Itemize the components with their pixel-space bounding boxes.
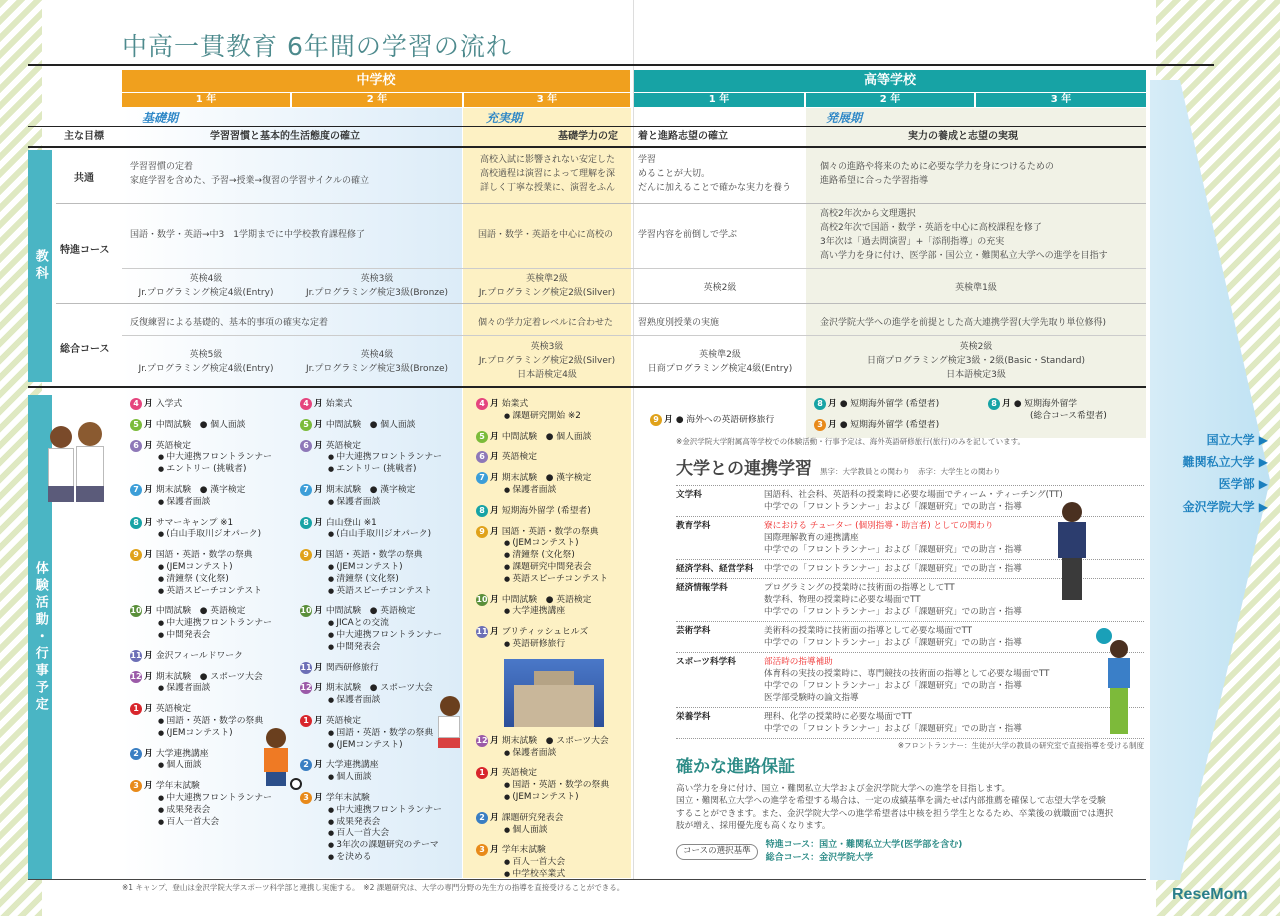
students-illustration xyxy=(42,420,112,530)
event-item: ● 国語・英語・数学の祭典 xyxy=(158,716,290,728)
row-divider xyxy=(56,303,1146,304)
month-badge: 3 xyxy=(476,844,488,856)
special-hs23: 高校2年次から文理選択 高校2年次で国語・数学・英語を中心に高校課程を修了 3年次は「過去問演習」+「添削指導」の充実 高い学力を身に付け、医学部・国公立・難関私立大学への進学を目指す xyxy=(820,209,1108,261)
month-badge: 3 xyxy=(814,419,826,431)
girl-running-illustration xyxy=(432,696,468,766)
event-item: 中間試験 ● 英語検定 xyxy=(155,606,246,617)
event-item: 中間試験 ● 個人面談 xyxy=(325,419,416,430)
destination-private: 難関私立大学 ▶ xyxy=(1182,455,1268,470)
event-item: ● (JEMコンテスト) xyxy=(504,792,630,804)
month-badge: 4 xyxy=(130,398,142,410)
event-item: 短期海外留学 (希望者) xyxy=(850,419,940,430)
general-qual-jh1: 英検5級 Jr.プログラミング検定4級(Entry) xyxy=(138,350,274,374)
events-jh3: 4 月 始業式 ● 課題研究開始 ※2 5 月 中間試験 ● 個人面談 6 月 英語検定 7 月 期末試験 ● 漢字検定 ● 保護者面談 8 月 短期海外留学 (希望者) 9 月 国語・英語・数学の祭典 ● (JEMコンテスト) ● 清鐘祭 (文化祭) ● 課題研究中間発表会 ● 英語スピーチコンテスト 10 月 中間試験 ● 英語検定 ● 大学連携講座 11 月 ブリティッシュヒルズ ● 英語研修旅行 12 月 期末試験 ● スポーツ大会 ● 保護者面談 1 月 英語検定 ● 国語・英語・数学の祭典 ● (JEMコンテスト) 2 月 課題研究発表会 ● 個人面談 3 月 学年末試験 ● 百人一首大会 ● 中学校卒業式 xyxy=(476,398,630,889)
common-hs23: 個々の進路や将来のために必要な学力を身につけるための 進路希望に合った学習指導 xyxy=(820,162,1054,186)
phase-enrich: 充実期 xyxy=(486,111,523,125)
general-qual-hs1: 英検準2級 日商プログラミング検定4級(Entry) xyxy=(647,350,793,374)
career-guarantee xyxy=(676,756,1146,865)
month-badge: 9 xyxy=(130,549,142,561)
event-item: ● 中大連携フロントランナー xyxy=(328,452,460,464)
event-item: 大学連携講座 xyxy=(325,760,379,771)
event-item: ● 中大連携フロントランナー xyxy=(158,793,290,805)
year-hs1: 1 年 xyxy=(634,93,804,107)
event-item: ● 個人面談 xyxy=(328,772,460,784)
event-item: ● 保護者面談 xyxy=(158,683,290,695)
special-qual-hs1: 英検2級 xyxy=(703,283,737,293)
events-jh1: 4 月 入学式 5 月 中間試験 ● 個人面談 6 月 英語検定 ● 中大連携フロントランナー ● エントリー (挑戦者) 7 月 期末試験 ● 漢字検定 ● 保護者面談 8 月 サマーキャンプ ※1 ● (白山手取川ジオパーク) 9 月 国語・英語・数学の祭典 ● (JEMコンテスト) ● 清鐘祭 (文化祭) ● 英語スピーチコンテスト 10 月 中間試験 ● 英語検定 ● 中大連携フロントランナー ● 中間発表会 11 月 金沢フィールドワーク 12 月 期末試験 ● スポーツ大会 ● 保護者面談 1 月 英語検定 ● 国語・英語・数学の祭典 ● (JEMコンテスト) 2 月 大学連携講座 ● 個人面談 3 月 学年末試験 ● 中大連携フロントランナー ● 成果発表会 ● 百人一首大会 xyxy=(130,398,290,836)
event-item: 中間試験 ● 英語検定 xyxy=(325,606,416,617)
event-item: ● 中大連携フロントランナー xyxy=(328,805,460,817)
event-item: 英語検定 xyxy=(325,440,362,451)
month-badge: 8 xyxy=(300,517,312,529)
month-badge: 6 xyxy=(300,440,312,452)
goal-4: 実力の養成と志望の実現 xyxy=(908,131,1018,142)
year-hs2: 2 年 xyxy=(806,93,974,107)
event-item: 期末試験 ● 漢字検定 xyxy=(325,484,416,495)
title-rule xyxy=(28,64,1214,66)
event-item: ● 中間発表会 xyxy=(328,642,460,654)
event-item: ● (JEMコンテスト) xyxy=(504,538,630,550)
month-badge: 12 xyxy=(130,671,142,681)
common-hs1: 学習 めることが大切。 だんに加えることで確かな実力を養う xyxy=(638,155,792,193)
month-badge: 1 xyxy=(300,715,312,727)
event-item: ● 個人面談 xyxy=(158,760,290,772)
event-item: ● 清鐘祭 (文化祭) xyxy=(328,574,460,586)
event-item: ● 大学連携講座 xyxy=(504,606,630,618)
event-item: 短期海外留学 (希望者) xyxy=(850,399,940,409)
month-badge: 12 xyxy=(476,735,488,745)
events-jh2: 4 月 始業式 5 月 中間試験 ● 個人面談 6 月 英語検定 ● 中大連携フロントランナー ● エントリー (挑戦者) 7 月 期末試験 ● 漢字検定 ● 保護者面談 8 月 白山登山 ※1 ● (白山手取川ジオパーク) 9 月 国語・英語・数学の祭典 ● (JEMコンテスト) ● 清鐘祭 (文化祭) ● 英語スピーチコンテスト 10 月 中間試験 ● 英語検定 ● JICAとの交流 ● 中大連携フロントランナー ● 中間発表会 11 月 関西研修旅行 12 月 期末試験 ● スポーツ大会 ● 保護者面談 1 月 英語検定 ● 国語・英語・数学の祭典 ● (JEMコンテスト) 2 月 大学連携講座 ● 個人面談 3 月 学年末試験 ● 中大連携フロントランナー ● 成果発表会 ● 百人一首大会 ● 3年次の課題研究のテーマ ● を決める xyxy=(300,398,460,872)
event-item: ● エントリー (挑戦者) xyxy=(158,464,290,476)
event-item: ● 百人一首大会 xyxy=(504,857,630,869)
coop-row: 経済学科、経営学科 中学での「フロントランナー」および「課題研究」での助言・指導 xyxy=(676,559,1144,578)
event-item: ● 英語研修旅行 xyxy=(504,639,630,651)
event-item: ● 保護者面談 xyxy=(504,485,630,497)
goal-1: 学習習慣と基本的生活態度の確立 xyxy=(210,131,360,142)
month-badge: 6 xyxy=(130,440,142,452)
year-jh2: 2 年 xyxy=(292,93,462,107)
event-item: 期末試験 ● 漢字検定 xyxy=(155,484,246,495)
event-item: ● 英語スピーチコンテスト xyxy=(328,586,460,598)
resemom-logo: ReseMom xyxy=(1172,886,1248,903)
row-divider xyxy=(122,268,1146,269)
coop-title: 大学との連携学習 xyxy=(676,459,812,479)
general-jh12: 反復練習による基礎的、基本的事項の確実な定着 xyxy=(130,318,329,328)
month-badge: 2 xyxy=(476,812,488,824)
special-jh12: 国語・数学・英語→中3 1学期までに中学校教育課程修了 xyxy=(130,230,365,240)
goal-rule-bottom xyxy=(28,146,1146,148)
year-jh1: 1 年 xyxy=(122,93,290,107)
event-item: ● 成果発表会 xyxy=(158,805,290,817)
hs-event-note: ※金沢学院大学附属高等学校での体験活動・行事予定は、海外英語研修旅行(旅行)のみを記しています。 xyxy=(676,437,1026,446)
month-badge: 8 xyxy=(130,517,142,529)
event-hs2: 8 月 ● 短期海外留学 (希望者) 3 月 ● 短期海外留学 (希望者) xyxy=(814,398,939,432)
row-general: 総合コース xyxy=(60,344,110,355)
section-rule xyxy=(28,386,1146,388)
month-badge: 8 xyxy=(814,398,826,410)
event-item: ブリティッシュヒルズ xyxy=(501,627,589,638)
event-item: ● (JEMコンテスト) xyxy=(158,728,290,740)
event-item: 学年末試験 xyxy=(501,845,546,856)
event-item: ● 百人一首大会 xyxy=(328,828,460,840)
coop-row: 教育学科 寮における チューター (個別指導・助言者) としての関わり 国際理解教育の連携講座 中学での「フロントランナー」および「課題研究」での助言・指導 xyxy=(676,516,1144,559)
guarantee-text: 高い学力を身に付け、国立・難関私立大学および金沢学院大学への進学を目指します。 国立・難関私立大学への進学を希望する場合は、一定の成績基準を満たせば内部推薦を確保して志望大学を受験 することができます。また、金沢学院大学への進学希望者は中核を担う学生となるため、卒業後の就職面では選択 肢が増え、採用優先度も高くなります。 xyxy=(676,783,1114,832)
row-divider xyxy=(56,203,1146,204)
special-jh3: 国語・数学・英語を中心に高校の xyxy=(478,230,614,240)
event-item: ● エントリー (挑戦者) xyxy=(328,464,460,476)
event-hs1: 9 月 ● 海外への英語研修旅行 xyxy=(650,414,774,427)
event-item: ● 国語・英語・数学の祭典 xyxy=(504,780,630,792)
common-jh3: 高校入試に影響されない安定した 高校過程は演習によって理解を深 詳しく丁寧な授業に、演習をふん xyxy=(480,155,616,193)
general-qual-hs23: 英検2級 日商プログラミング検定3級・2級(Basic・Standard) 日本語検定3級 xyxy=(866,342,1086,380)
month-badge: 8 xyxy=(988,398,1000,410)
month-badge: 4 xyxy=(476,398,488,410)
goal-rule-top xyxy=(28,126,1146,127)
month-badge: 11 xyxy=(300,662,312,672)
month-badge: 2 xyxy=(300,759,312,771)
event-item: ● 保護者面談 xyxy=(158,497,290,509)
month-badge: 1 xyxy=(476,767,488,779)
month-badge: 10 xyxy=(476,594,488,604)
event-item: ● 保護者面談 xyxy=(504,748,630,760)
destination-kanazawa: 金沢学院大学 ▶ xyxy=(1182,499,1268,514)
teacher-illustration xyxy=(1040,502,1110,602)
special-qual-jh1: 英検4級 Jr.プログラミング検定4級(Entry) xyxy=(138,274,274,298)
special-hs1: 学習内容を前倒しで学ぶ xyxy=(638,230,738,240)
event-item: 課題研究発表会 xyxy=(501,812,564,823)
event-item: 期末試験 ● スポーツ大会 xyxy=(155,671,263,682)
month-badge: 3 xyxy=(130,780,142,792)
special-qual-jh3: 英検準2級 Jr.プログラミング検定2級(Silver) xyxy=(478,274,616,298)
event-item: ● 清鐘祭 (文化祭) xyxy=(504,550,630,562)
month-badge: 2 xyxy=(130,748,142,760)
guarantee-title: 確かな進路保証 xyxy=(676,757,795,777)
event-item: ● 成果発表会 xyxy=(328,817,460,829)
event-item: ● を決める xyxy=(328,852,460,864)
month-badge: 10 xyxy=(130,606,142,616)
event-item: 学年末試験 xyxy=(155,781,200,792)
month-badge: 1 xyxy=(130,703,142,715)
event-item: ● 保護者面談 xyxy=(328,497,460,509)
criteria-general: 総合コース：金沢学院大学 xyxy=(765,852,874,863)
event-item: 中間試験 ● 個人面談 xyxy=(501,431,592,442)
event-item: ● 3年次の課題研究のテーマ xyxy=(328,840,460,852)
event-item: 始業式 xyxy=(501,399,529,409)
hs-y23-background xyxy=(806,108,1146,438)
month-badge: 7 xyxy=(130,484,142,496)
row-special: 特進コース xyxy=(60,245,110,256)
month-badge: 5 xyxy=(300,419,312,431)
month-badge: 8 xyxy=(476,505,488,517)
goal-label: 主な目標 xyxy=(64,131,104,142)
event-item: 中間試験 ● 個人面談 xyxy=(155,419,246,430)
event-item: 英語検定 xyxy=(501,452,538,463)
month-badge: 11 xyxy=(476,627,488,637)
event-item: 関西研修旅行 xyxy=(325,662,379,673)
event-item: ● (JEMコンテスト) xyxy=(328,562,460,574)
event-item: ● 百人一首大会 xyxy=(158,817,290,829)
event-item: ● 英語スピーチコンテスト xyxy=(504,574,630,586)
coop-row: 文学科 国語科、社会科、英語科の授業時に必要な場面でティーム・ティーチング(TT) 中学での「フロントランナー」および「課題研究」での助言・指導 xyxy=(676,485,1144,516)
phase-basic: 基礎期 xyxy=(142,111,179,125)
event-item: 始業式 xyxy=(325,399,353,409)
event-item: ● (白山手取川ジオパーク) xyxy=(328,529,460,541)
month-badge: 10 xyxy=(300,606,312,616)
page-title: 中高一貫教育 6年間の学習の流れ xyxy=(122,32,512,61)
month-badge: 12 xyxy=(300,683,312,693)
year-hs3: 3 年 xyxy=(976,93,1146,107)
general-qual-jh3: 英検3級 Jr.プログラミング検定2級(Silver) 日本語検定4級 xyxy=(478,342,616,380)
event-month-block: 4 月 入学式 xyxy=(130,398,290,411)
month-badge: 4 xyxy=(300,398,312,410)
footer-rule xyxy=(28,879,1146,880)
coop-row: 栄養学科 理科、化学の授業時に必要な場面でTT 中学での「フロントランナー」および「課題研究」での助言・指導 xyxy=(676,707,1144,739)
event-item: 学年末試験 xyxy=(325,792,370,803)
destination-national: 国立大学 ▶ xyxy=(1206,433,1268,447)
event-item: 期末試験 ● スポーツ大会 xyxy=(325,683,433,694)
event-item: ● 課題研究開始 ※2 xyxy=(504,411,630,423)
goal-3: 着と進路志望の確立 xyxy=(638,131,728,142)
row-divider xyxy=(122,335,1146,336)
coop-row: スポーツ科学科 部活時の指導補助 体育科の実技の授業時に、専門競技の技術面の指導として必要な場面でTT 中学での「フロントランナー」および「課題研究」での助言・指導 医学部受験時の論文指導 xyxy=(676,652,1144,707)
event-item: 短期海外留学 (希望者) xyxy=(501,505,591,516)
goal-2: 基礎学力の定 xyxy=(558,131,618,142)
event-item: 期末試験 ● 漢字検定 xyxy=(501,473,592,484)
coop-note: ※フロントランナー：生徒が大学の教員の研究室で直接指導を受ける制度 xyxy=(897,740,1144,750)
month-badge: 6 xyxy=(476,451,488,463)
destinations xyxy=(1158,432,1268,515)
year-jh3: 3 年 xyxy=(464,93,630,107)
event-item: 国語・英語・数学の祭典 xyxy=(325,550,423,561)
coop-legend-black: 黒字：大学教員との関わり xyxy=(820,467,910,476)
coop-row: 芸術学科 美術科の授業時に技術面の指導として必要な場面でTT 中学での「フロントランナー」および「課題研究」での助言・指導 xyxy=(676,621,1144,652)
general-hs23: 金沢学院大学への進学を前提とした高大連携学習(大学先取り単位修得) xyxy=(820,318,1107,328)
event-item: ● JICAとの交流 xyxy=(328,618,460,630)
month-badge: 9 xyxy=(476,526,488,538)
athlete-illustration xyxy=(1096,628,1142,738)
month-badge: 5 xyxy=(476,431,488,443)
event-item: サマーキャンプ ※1 xyxy=(155,517,234,528)
month-badge: 11 xyxy=(130,650,142,660)
event-item: 大学連携講座 xyxy=(155,748,209,759)
general-qual-jh2: 英検4級 Jr.プログラミング検定3級(Bronze) xyxy=(305,350,449,374)
event-item: 白山登山 ※1 xyxy=(325,517,377,528)
month-badge: 9 xyxy=(300,549,312,561)
event-item: ● 中大連携フロントランナー xyxy=(158,452,290,464)
event-item: 国語・英語・数学の祭典 xyxy=(155,550,253,561)
course-criteria-tag: コースの選択基準 xyxy=(676,844,758,859)
activity-side-label: 体験活動・行事予定 xyxy=(28,395,52,879)
building-photo xyxy=(504,659,604,727)
event-item: 入学式 xyxy=(155,399,183,409)
event-item: ● 課題研究中間発表会 xyxy=(504,562,630,574)
event-item: ● 個人面談 xyxy=(504,825,630,837)
month-badge: 3 xyxy=(300,792,312,804)
month-badge: 9 xyxy=(650,414,662,426)
event-item: 英語検定 xyxy=(501,768,538,779)
event-item: ● 中間発表会 xyxy=(158,630,290,642)
boy-soccer-illustration xyxy=(256,728,302,798)
phase-develop: 発展期 xyxy=(826,111,863,125)
month-badge: 5 xyxy=(130,419,142,431)
row-common: 共通 xyxy=(74,173,94,184)
event-item: 短期海外留学 xyxy=(1024,399,1078,409)
event-item: 期末試験 ● スポーツ大会 xyxy=(501,735,609,746)
event-item: (総合コース希望者) xyxy=(1030,410,1107,421)
special-qual-jh2: 英検3級 Jr.プログラミング検定3級(Bronze) xyxy=(305,274,449,298)
event-item: ● (白山手取川ジオパーク) xyxy=(158,529,290,541)
event-item: ● 清鐘祭 (文化祭) xyxy=(158,574,290,586)
coop-legend-red: 赤字：大学生との関わり xyxy=(918,467,1001,476)
event-item: ● (JEMコンテスト) xyxy=(158,562,290,574)
event-item: 英語検定 xyxy=(155,704,192,715)
event-item: 海外への英語研修旅行 xyxy=(686,415,775,425)
general-jh3: 個々の学力定着レベルに合わせた xyxy=(478,318,614,328)
special-qual-hs23: 英検準1級 xyxy=(955,283,997,293)
criteria-special: 特進コース：国立・難関私立大学(医学部を含む) xyxy=(765,839,963,850)
destination-medical: 医学部 ▶ xyxy=(1218,477,1268,492)
event-item: 金沢フィールドワーク xyxy=(155,650,243,661)
common-jh12: 学習習慣の定着 家庭学習を含めた、予習→授業→復習の学習サイクルの確立 xyxy=(130,162,370,186)
event-item: ● 国語・英語・数学の祭典 xyxy=(328,728,460,740)
general-hs1: 習熟度別授業の実施 xyxy=(638,318,720,328)
event-item: ● 英語スピーチコンテスト xyxy=(158,586,290,598)
subject-side-label: 教科 xyxy=(28,150,52,382)
event-item: ● 中大連携フロントランナー xyxy=(158,618,290,630)
event-item: ● (JEMコンテスト) xyxy=(328,740,460,752)
event-item: 中間試験 ● 英語検定 xyxy=(501,594,592,605)
event-item: ● 保護者面談 xyxy=(328,695,460,707)
event-item: 英語検定 xyxy=(155,440,192,451)
footnote: ※1 キャンプ、登山は金沢学院大学スポーツ科学部と連携し実施する。 ※2 課題研究は、大学の専門分野の先生方の指導を直接受けることができる。 xyxy=(122,883,625,892)
month-badge: 7 xyxy=(300,484,312,496)
event-item: ● 中学校卒業式 xyxy=(504,869,630,881)
event-hs3: 8 月 ● 短期海外留学 (総合コース希望者) xyxy=(988,398,1107,423)
junior-high-header: 中学校 xyxy=(122,70,630,92)
event-item: 国語・英語・数学の祭典 xyxy=(501,526,599,537)
coop-row: 経済情報学科 プログラミングの授業時に技術面の指導としてTT 数学科、物理の授業時に必要な場面でTT 中学での「フロントランナー」および「課題研究」での助言・指導 xyxy=(676,578,1144,621)
event-item: ● 中大連携フロントランナー xyxy=(328,630,460,642)
high-school-header: 高等学校 xyxy=(634,70,1146,92)
month-badge: 7 xyxy=(476,472,488,484)
event-item: 英語検定 xyxy=(325,715,362,726)
